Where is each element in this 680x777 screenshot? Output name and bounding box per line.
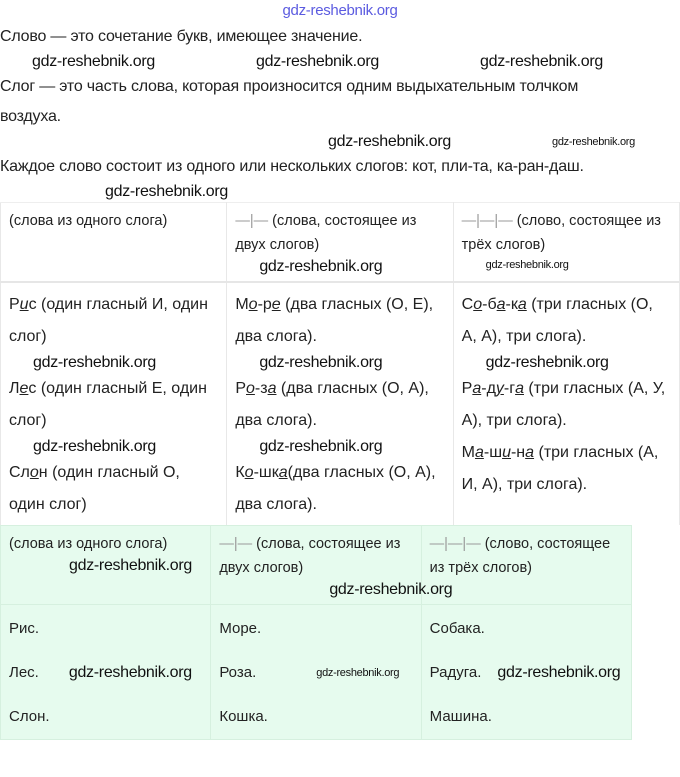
text: М [235,296,249,313]
syllable-table-detailed [0,202,680,525]
vowel-underlined: у [495,380,504,397]
paragraph-syllable-definition: Слог — это часть слова, которая произносится одним выдыхательным толчком воздуха. [0,78,579,125]
vowel-underlined: и [502,444,511,461]
vowel-underlined: а [267,380,277,397]
watermark: gdz-reshebnik.org [485,259,569,271]
word-analysis [235,457,444,521]
column-two-syllables [211,605,421,740]
text: -д [481,380,496,397]
watermark: gdz-reshebnik.org [328,133,451,150]
watermark: gdz-reshebnik.org [68,664,192,681]
column-one-syllable [1,282,227,525]
vowel-underlined: а [496,296,506,313]
vowel-underlined: а [517,296,527,313]
syllable-table-answers [0,525,632,740]
vowel-underlined: а [474,444,484,461]
vowel-underlined: а [515,380,524,397]
word-analysis [9,457,218,521]
word: Рис. [9,620,40,637]
vowel-underlined: и [19,296,29,313]
text: (два гласных (О, А), два слога). [235,464,436,513]
column-three-syllables [421,605,631,740]
watermark: gdz-reshebnik.org [329,581,453,598]
word: Радуга. [429,664,482,681]
word-analysis [9,289,218,353]
watermark: gdz-reshebnik.org [256,53,379,70]
header-two-syllables: —|— (слова, состоящее из двух слогов) gdz-reshebnik.org [227,203,453,283]
watermark: gdz-reshebnik.org [282,2,398,19]
vowel-underlined: о [248,296,258,313]
watermark: gdz-reshebnik.org [105,183,228,200]
text: Р [235,380,246,397]
watermark: gdz-reshebnik.org [259,258,383,275]
watermark-row [0,132,680,152]
vowel-underlined: о [473,296,483,313]
text: Л [9,380,20,397]
text: -ш [483,444,503,461]
column-one-syllable [1,605,211,740]
text: -к [505,296,518,313]
word: Слон. [9,708,50,725]
watermark: gdz-reshebnik.org [485,354,609,371]
text: -н [510,444,526,461]
watermark: gdz-reshebnik.org [497,664,621,681]
text: М [461,444,475,461]
word: Лес. [9,664,39,681]
header-one-syllable: (слова из одного слога) [1,203,227,283]
watermark: gdz-reshebnik.org [32,53,155,70]
paragraph-word-definition: Слово — это сочетание букв, имеющее значение. [0,28,363,45]
word-analysis [462,289,671,353]
watermark: gdz-reshebnik.org [480,53,603,70]
text: -з [254,380,268,397]
header-two-syllables: —|— (слова, состоящее из двух слогов) gdz-reshebnik.org [211,526,421,605]
text: -г [503,380,516,397]
text: (два гласных (О, А), два слога). [235,380,429,429]
watermark: gdz-reshebnik.org [259,438,383,455]
text: (три гласных (А, У, А), три слога). [461,380,666,429]
watermark: gdz-reshebnik.org [33,438,156,455]
text: К [235,464,245,481]
vowel-underlined: о [246,380,255,397]
watermark: gdz-reshebnik.org [259,354,383,371]
word: Кошка. [219,708,268,725]
text: (три гласных (О, А, А), три слога). [461,296,653,345]
vowel-underlined: о [244,464,254,481]
column-three-syllables [453,282,679,525]
vowel-underlined: е [19,380,29,397]
text: с (один гласный И, один слог) [9,296,208,345]
word-analysis [462,437,671,501]
word: Машина. [429,708,492,725]
watermark: gdz-reshebnik.org [552,136,635,148]
word-analysis [9,373,218,437]
paragraph-syllable-examples: Каждое слово состоит из одного или нескольких слогов: кот, пли-та, ка-ран-даш. [0,158,584,175]
text: (два гласных (О, Е), два слога). [235,296,434,345]
word: Собака. [429,620,485,637]
text: с (один гласный Е, один слог) [9,380,207,429]
text: н (один гласный О, один слог) [9,464,180,513]
text: -шк [253,464,279,481]
word: Море. [219,620,262,637]
vowel-underlined: а [525,444,535,461]
header-three-syllables: —|—|— (слово, состоящее из трёх слогов) gdz-reshebnik.org [453,203,679,283]
watermark: gdz-reshebnik.org [316,667,400,679]
header-one-syllable: (слова из одного слога) gdz-reshebnik.org [1,526,211,605]
header-three-syllables: —|—|— (слово, состоящее из трёх слогов) [421,526,631,605]
text: Р [461,380,473,397]
vowel-underlined: а [472,380,482,397]
text: Р [9,296,20,313]
word-analysis [235,373,444,437]
watermark-row [0,182,680,202]
text: -б [482,296,497,313]
vowel-underlined: е [271,296,281,313]
text: (три гласных (А, И, А), три слога). [461,444,659,493]
word-analysis [235,289,444,353]
top-watermark-row [0,0,680,22]
vowel-underlined: а [278,464,288,481]
word: Роза. [219,664,257,681]
text: Сл [9,464,30,481]
word-analysis [462,373,671,437]
text: -р [257,296,272,313]
text: С [461,296,474,313]
watermark-row [0,52,680,72]
column-two-syllables [227,282,453,525]
watermark: gdz-reshebnik.org [69,557,192,574]
vowel-underlined: о [29,464,39,481]
watermark: gdz-reshebnik.org [33,354,156,371]
